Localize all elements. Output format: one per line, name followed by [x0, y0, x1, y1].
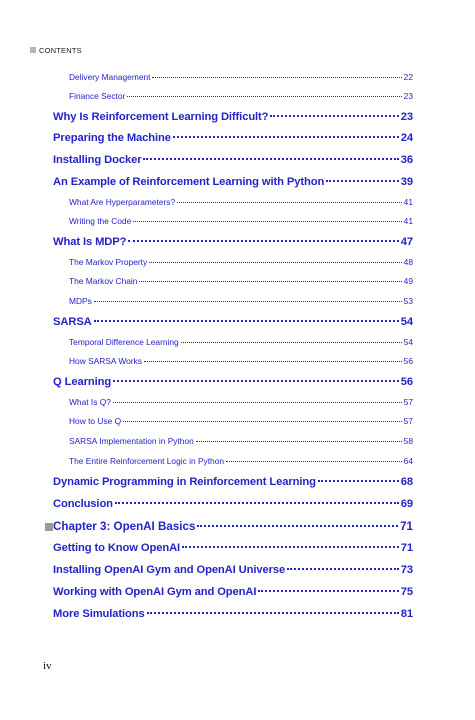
toc-section-entry[interactable] [53, 316, 413, 328]
header-label: CONTENTS [39, 45, 82, 55]
toc-entry-page: 58 [403, 436, 413, 446]
toc-entry-title: MDPs [69, 296, 92, 306]
toc-entry-page: 56 [400, 376, 413, 388]
dot-leader [287, 568, 399, 570]
toc-subsection-entry[interactable] [69, 91, 413, 101]
dot-leader [113, 380, 399, 382]
dot-leader [258, 590, 398, 592]
toc-entry-page: 54 [403, 337, 413, 347]
toc-entry-title: Chapter 3: OpenAI Basics [53, 520, 196, 533]
toc-entry-title: An Example of Reinforcement Learning with Python [53, 176, 325, 188]
toc-section-entry[interactable] [53, 236, 413, 248]
toc-entry-title: The Markov Chain [69, 276, 138, 286]
toc-entry-page: 64 [403, 456, 413, 466]
toc-entry-title: Dynamic Programming in Reinforcement Learning [53, 476, 316, 488]
dot-leader [152, 77, 401, 78]
dot-leader [115, 502, 399, 504]
toc-subsection-entry[interactable] [69, 276, 413, 286]
toc-entry-page: 56 [403, 356, 413, 366]
toc-entry-page: 75 [400, 586, 413, 598]
toc-entry-page: 81 [400, 608, 413, 620]
toc-section-entry[interactable] [53, 111, 413, 123]
dot-leader [139, 281, 401, 282]
toc-entry-title: Temporal Difference Learning [69, 337, 179, 347]
toc-chapter-entry[interactable] [45, 520, 413, 533]
toc-subsection-entry[interactable] [69, 456, 413, 466]
toc-entry-title: Delivery Management [69, 72, 151, 82]
dot-leader [181, 342, 402, 343]
toc-entry-page: 49 [403, 276, 413, 286]
toc-entry-page: 53 [403, 296, 413, 306]
dot-leader [127, 96, 401, 97]
toc-entry-page: 23 [403, 91, 413, 101]
toc-entry-page: 54 [400, 316, 413, 328]
toc-entry-title: How to Use Q [69, 416, 122, 426]
dot-leader [128, 240, 398, 242]
toc-entry-title: What Are Hyperparameters? [69, 197, 176, 207]
dot-leader [144, 361, 402, 362]
toc-section-entry[interactable] [53, 542, 413, 554]
toc-section-entry[interactable] [53, 608, 413, 620]
toc-entry-page: 22 [403, 72, 413, 82]
dot-leader [197, 525, 398, 527]
dot-leader [318, 480, 399, 482]
toc-entry-title: SARSA [53, 316, 92, 328]
dot-leader [143, 158, 398, 160]
toc-section-entry[interactable] [53, 132, 413, 144]
toc-entry-title: The Markov Property [69, 257, 148, 267]
toc-section-entry[interactable] [53, 154, 413, 166]
dot-leader [94, 320, 399, 322]
toc-entry-title: Writing the Code [69, 216, 132, 226]
chapter-square-icon [45, 523, 53, 531]
toc-entry-page: 48 [403, 257, 413, 267]
toc-section-entry[interactable] [53, 498, 413, 510]
toc-subsection-entry[interactable] [69, 337, 413, 347]
toc-subsection-entry[interactable] [69, 416, 413, 426]
toc-subsection-entry[interactable] [69, 197, 413, 207]
toc-entry-title: Working with OpenAI Gym and OpenAI [53, 586, 257, 598]
dot-leader [182, 546, 399, 548]
toc-entry-page: 41 [403, 216, 413, 226]
toc-entry-title: Why Is Reinforcement Learning Difficult? [53, 111, 269, 123]
dot-leader [147, 612, 399, 614]
toc-subsection-entry[interactable] [69, 257, 413, 267]
toc-entry-page: 71 [400, 542, 413, 554]
toc-subsection-entry[interactable] [69, 72, 413, 82]
toc-subsection-entry[interactable] [69, 397, 413, 407]
dot-leader [113, 402, 402, 403]
dot-leader [226, 461, 402, 462]
toc-section-entry[interactable] [53, 586, 413, 598]
toc-entry-title: The Entire Reinforcement Logic in Python [69, 456, 225, 466]
toc-entry-page: 71 [400, 520, 413, 533]
toc-section-entry[interactable] [53, 376, 413, 388]
toc-entry-page: 73 [400, 564, 413, 576]
toc-entry-page: 47 [400, 236, 413, 248]
dot-leader [173, 136, 399, 138]
toc-entry-title: What Is Q? [69, 397, 111, 407]
toc-section-entry[interactable] [53, 564, 413, 576]
page-number: iv [43, 660, 52, 672]
toc-entry-title: Q Learning [53, 376, 112, 388]
toc-entry-title: Installing OpenAI Gym and OpenAI Universe [53, 564, 286, 576]
dot-leader [270, 115, 398, 117]
toc-entry-page: 57 [403, 416, 413, 426]
toc-entry-title: Getting to Know OpenAI [53, 542, 181, 554]
toc-subsection-entry[interactable] [69, 436, 413, 446]
dot-leader [133, 221, 401, 222]
dot-leader [149, 262, 401, 263]
toc-subsection-entry[interactable] [69, 296, 413, 306]
toc-entry-page: 24 [400, 132, 413, 144]
toc-entry-page: 36 [400, 154, 413, 166]
toc-subsection-entry[interactable] [69, 216, 413, 226]
toc-entry-title: Conclusion [53, 498, 113, 510]
dot-leader [177, 202, 402, 203]
dot-leader [123, 421, 402, 422]
toc-section-entry[interactable] [53, 476, 413, 488]
toc-entry-title: SARSA Implementation in Python [69, 436, 194, 446]
toc-entry-page: 39 [400, 176, 413, 188]
toc-entry-title: Finance Sector [69, 91, 126, 101]
toc-section-entry[interactable] [53, 176, 413, 188]
dot-leader [326, 180, 399, 182]
toc-entry-title: More Simulations [53, 608, 145, 620]
toc-entry-title: Preparing the Machine [53, 132, 171, 144]
toc-entry-page: 57 [403, 397, 413, 407]
toc-entry-title: Installing Docker [53, 154, 142, 166]
dot-leader [196, 441, 402, 442]
toc-entry-page: 23 [400, 111, 413, 123]
toc-entry-page: 69 [400, 498, 413, 510]
toc-subsection-entry[interactable] [69, 356, 413, 366]
toc-entry-page: 68 [400, 476, 413, 488]
toc-entry-title: What Is MDP? [53, 236, 127, 248]
dot-leader [94, 301, 402, 302]
toc-entry-page: 41 [403, 197, 413, 207]
toc-entry-title: How SARSA Works [69, 356, 142, 366]
